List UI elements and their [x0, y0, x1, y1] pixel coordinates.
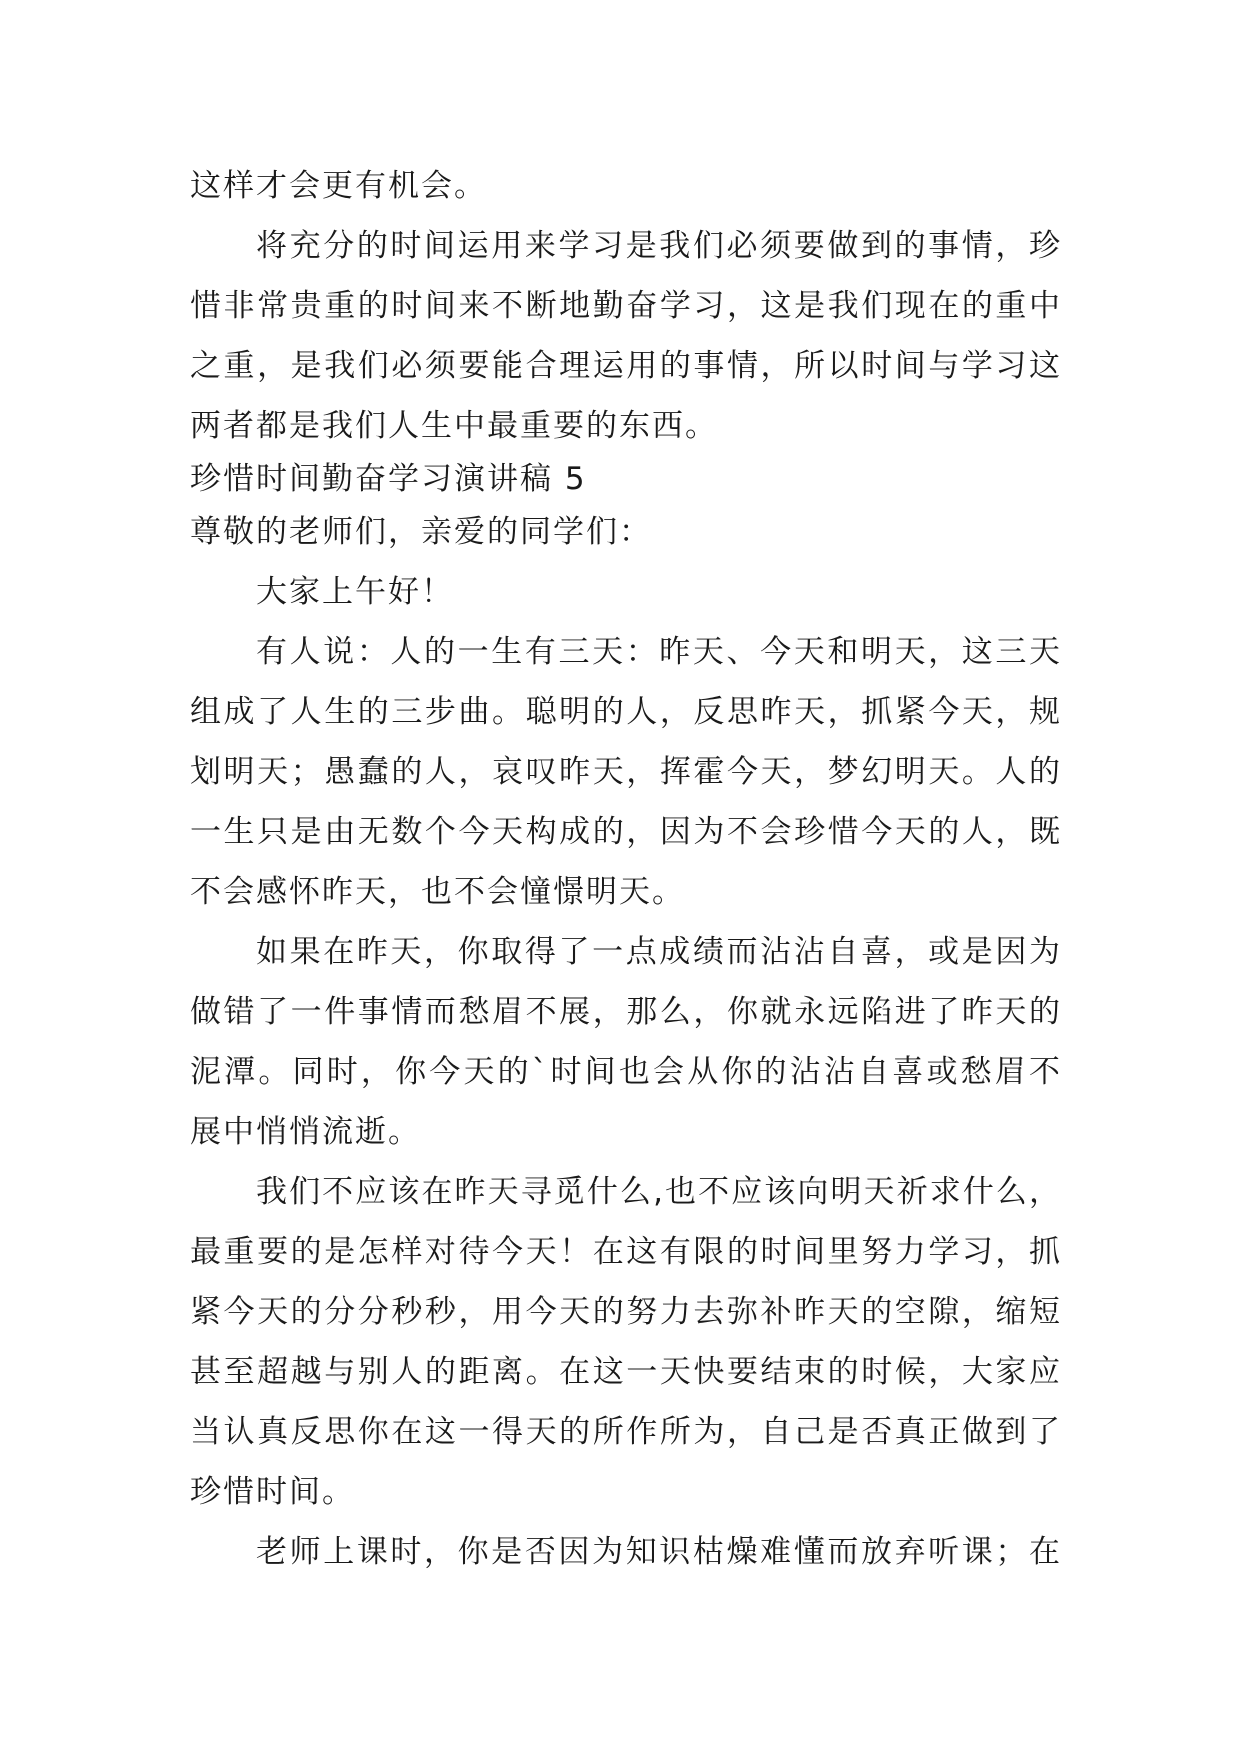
salutation: 尊敬的老师们，亲爱的同学们：	[190, 514, 652, 550]
text-line: 惜非常贵重的时间来不断地勤奋学习，这是我们现在的重中	[190, 288, 1060, 324]
text-line: 最重要的是怎样对待今天！在这有限的时间里努力学习，抓	[190, 1234, 1060, 1270]
text-line: 一生只是由无数个今天构成的，因为不会珍惜今天的人，既	[190, 814, 1060, 850]
section-heading: 珍惜时间勤奋学习演讲稿 5	[190, 461, 587, 497]
text-line: 老师上课时，你是否因为知识枯燥难懂而放弃听课；在	[256, 1534, 1060, 1570]
text-line: 之重，是我们必须要能合理运用的事情，所以时间与学习这	[190, 348, 1060, 384]
text-line: 珍惜时间。	[190, 1474, 355, 1510]
text-line: 紧今天的分分秒秒，用今天的努力去弥补昨天的空隙，缩短	[190, 1294, 1060, 1330]
text-line: 有人说：人的一生有三天：昨天、今天和明天，这三天	[256, 634, 1060, 670]
text-line: 这样才会更有机会。	[190, 168, 487, 204]
greeting: 大家上午好！	[256, 574, 454, 610]
text-line: 组成了人生的三步曲。聪明的人，反思昨天，抓紧今天，规	[190, 694, 1060, 730]
text-line: 甚至超越与别人的距离。在这一天快要结束的时候，大家应	[190, 1354, 1060, 1390]
text-line: 做错了一件事情而愁眉不展，那么，你就永远陷进了昨天的	[190, 994, 1060, 1030]
text-line: 我们不应该在昨天寻觅什么,也不应该向明天祈求什么，	[256, 1174, 1060, 1210]
text-line: 如果在昨天，你取得了一点成绩而沾沾自喜，或是因为	[256, 934, 1060, 970]
text-line: 展中悄悄流逝。	[190, 1114, 421, 1150]
text-line: 不会感怀昨天，也不会憧憬明天。	[190, 874, 685, 910]
text-line: 将充分的时间运用来学习是我们必须要做到的事情，珍	[256, 228, 1060, 264]
text-line: 划明天；愚蠢的人，哀叹昨天，挥霍今天，梦幻明天。人的	[190, 754, 1060, 790]
text-line: 泥潭。同时，你今天的`时间也会从你的沾沾自喜或愁眉不	[190, 1054, 1060, 1090]
text-line: 两者都是我们人生中最重要的东西。	[190, 408, 718, 444]
text-line: 当认真反思你在这一得天的所作所为，自己是否真正做到了	[190, 1414, 1060, 1450]
